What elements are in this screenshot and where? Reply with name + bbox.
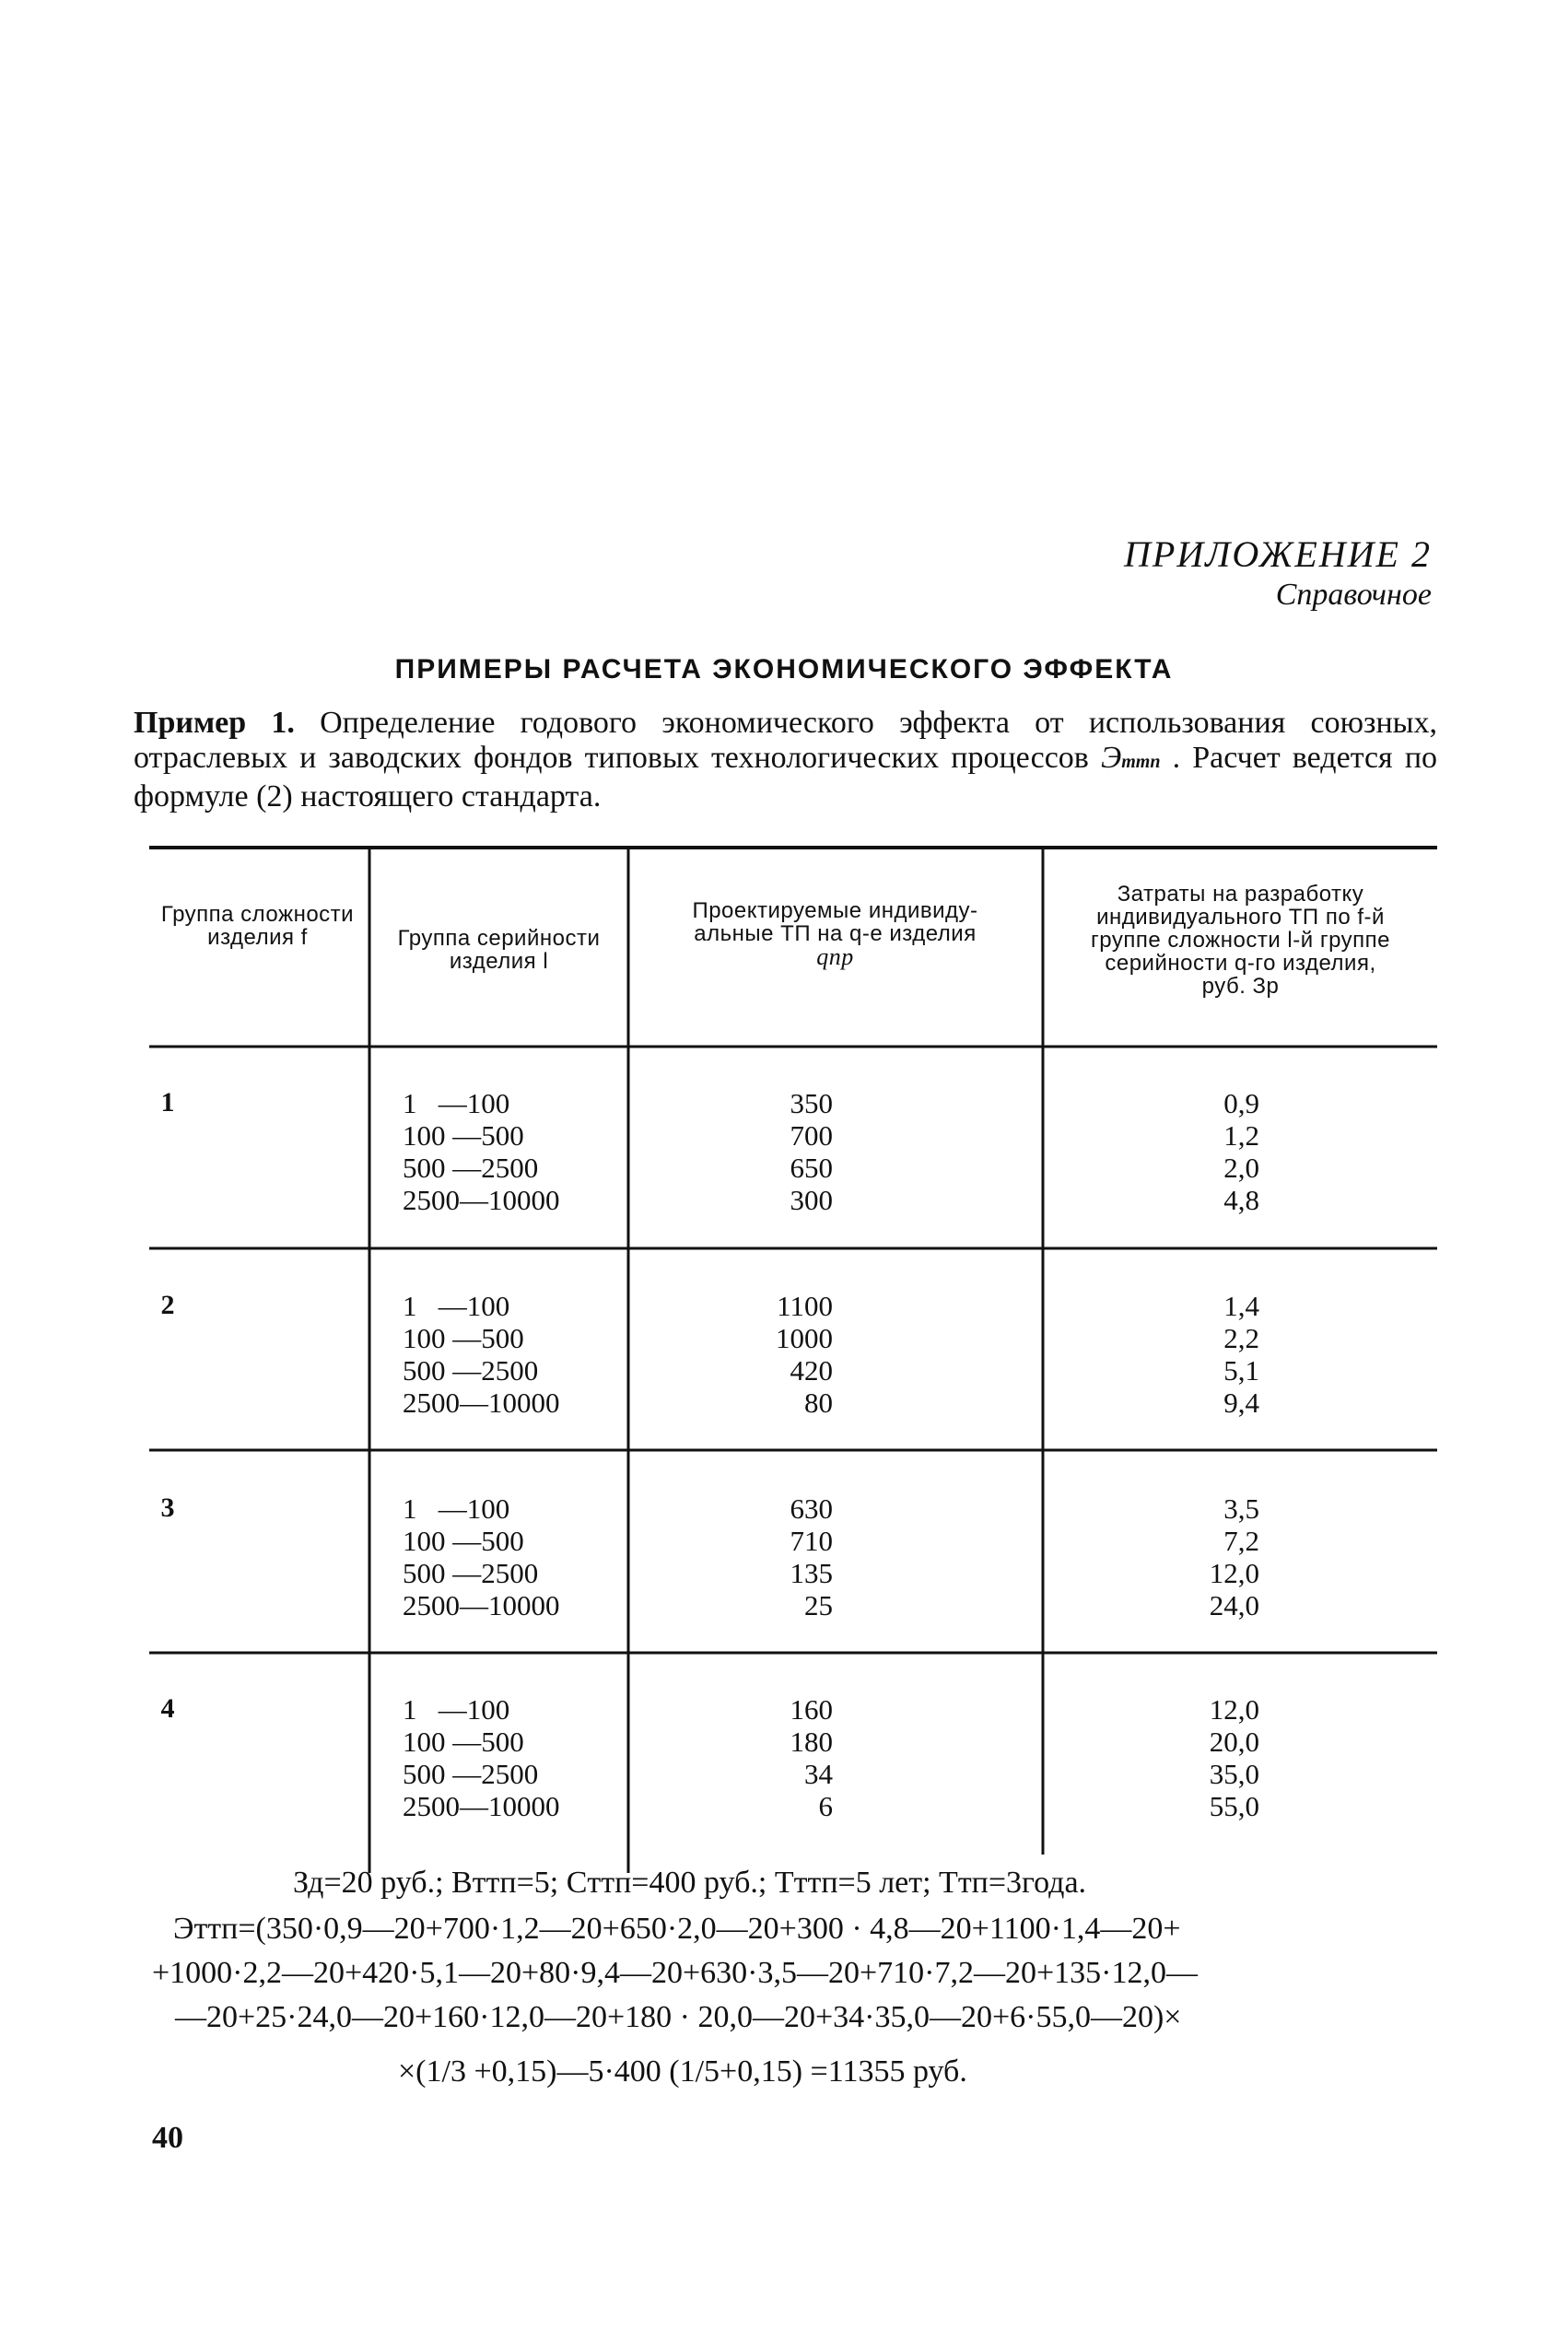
header-costs-line: серийности q-го изделия,: [1105, 951, 1376, 976]
header-designed: [630, 899, 1040, 968]
header-complexity: Группа сложности изделия f: [160, 902, 355, 950]
series-value: 2500—10000: [403, 1184, 560, 1216]
effect-symbol: Э: [1100, 741, 1122, 775]
designed-value: 1100: [777, 1290, 833, 1322]
series-value: 500 —2500: [403, 1354, 539, 1387]
formula-line: +1000·2,2—20+420·5,1—20+80·9,4—20+630·3,5—20+710·7,2—20+135·12,0—: [152, 1956, 1198, 1990]
series-value: 2500—10000: [403, 1790, 560, 1822]
header-designed-line: Проектируемые индивиду-: [692, 898, 978, 923]
series-cell: [403, 1693, 605, 1822]
group-number: 4: [160, 1693, 175, 1724]
cost-value: 2,0: [1223, 1152, 1259, 1184]
effect-symbol-sub: ттп: [1121, 752, 1161, 772]
header-designed-line: альные ТП на q-е изделия: [694, 921, 977, 946]
designed-value: 420: [790, 1354, 833, 1387]
cost-value: 20,0: [1209, 1726, 1259, 1758]
data-table: [149, 846, 1439, 1873]
formula-line: —20+25·24,0—20+160·12,0—20+180 · 20,0—20+34·35,0—20+6·55,0—20)×: [175, 2000, 1182, 2034]
designed-cell: [722, 1693, 833, 1822]
designed-cell: [722, 1087, 833, 1216]
header-costs-line: Затраты на разработку: [1117, 882, 1364, 907]
section-heading: ПРИМЕРЫ РАСЧЕТА ЭКОНОМИЧЕСКОГО ЭФФЕКТА: [394, 654, 1174, 685]
appendix-label: [1124, 533, 1432, 613]
series-value: 500 —2500: [403, 1758, 539, 1790]
designed-value: 25: [804, 1589, 833, 1621]
cost-value: 12,0: [1209, 1557, 1259, 1589]
cost-value: 0,9: [1223, 1087, 1259, 1119]
example-intro: [134, 706, 1437, 814]
example-tail: . Расчет ведется по формуле (2) настоящего стандарта.: [134, 741, 1438, 813]
series-cell: [403, 1492, 605, 1621]
series-cell: [403, 1087, 605, 1216]
header-costs: [1045, 883, 1436, 998]
designed-value: 6: [818, 1790, 833, 1822]
series-value: 100 —500: [403, 1525, 524, 1557]
appendix-title: ПРИЛОЖЕНИЕ 2: [1124, 533, 1432, 575]
designed-value: 300: [790, 1184, 833, 1216]
designed-value: 180: [790, 1726, 833, 1758]
header-costs-line: группе сложности l-й группе: [1091, 928, 1390, 953]
designed-value: 630: [790, 1492, 833, 1525]
example-text: Определение годового экономического эффекта от использования союзных, отраслевых и заводских фондов типовых технологических процессов: [134, 706, 1438, 775]
formula-result: ×(1/3 +0,15)—5·400 (1/5+0,15) =11355 руб.: [398, 2054, 967, 2089]
cost-cell: [1144, 1492, 1259, 1621]
cost-value: 3,5: [1223, 1492, 1259, 1525]
designed-value: 160: [790, 1693, 833, 1726]
header-seriality: Группа серийности изделия l: [397, 926, 601, 974]
header-designed-symbol: qпр: [816, 943, 854, 970]
cost-cell: [1144, 1693, 1259, 1822]
cost-value: 55,0: [1209, 1790, 1259, 1822]
formula-params: Зд=20 руб.; Bттп=5; Cттп=400 руб.; Tттп=5 лет; Tтп=3года.: [293, 1866, 1087, 1900]
designed-value: 1000: [776, 1322, 833, 1354]
cost-cell: [1144, 1087, 1259, 1216]
designed-cell: [722, 1290, 833, 1419]
cost-value: 5,1: [1223, 1354, 1259, 1387]
designed-value: 135: [790, 1557, 833, 1589]
cost-value: 9,4: [1223, 1387, 1259, 1419]
cost-value: 12,0: [1209, 1693, 1259, 1726]
example-lead: Пример 1.: [134, 706, 295, 740]
group-number: 3: [160, 1492, 175, 1523]
series-value: 100 —500: [403, 1119, 524, 1152]
designed-value: 710: [790, 1525, 833, 1557]
series-value: 500 —2500: [403, 1557, 539, 1589]
series-value: 1 —100: [403, 1290, 510, 1322]
series-value: 1 —100: [403, 1693, 510, 1726]
designed-cell: [722, 1492, 833, 1621]
cost-value: 35,0: [1209, 1758, 1259, 1790]
header-costs-symbol: руб. Зр: [1201, 974, 1280, 999]
series-value: 100 —500: [403, 1726, 524, 1758]
cost-cell: [1144, 1290, 1259, 1419]
formula-line: Эттп=(350·0,9—20+700·1,2—20+650·2,0—20+300 · 4,8—20+1100·1,4—20+: [173, 1912, 1181, 1946]
series-cell: [403, 1290, 605, 1419]
series-value: 1 —100: [403, 1492, 510, 1525]
series-value: 500 —2500: [403, 1152, 539, 1184]
designed-value: 350: [790, 1087, 833, 1119]
series-value: 2500—10000: [403, 1387, 560, 1419]
cost-value: 1,2: [1223, 1119, 1259, 1152]
designed-value: 700: [790, 1119, 833, 1152]
series-value: 2500—10000: [403, 1589, 560, 1621]
designed-value: 34: [804, 1758, 833, 1790]
header-costs-line: индивидуального ТП по f-й: [1096, 905, 1385, 930]
cost-value: 2,2: [1223, 1322, 1259, 1354]
designed-value: 650: [790, 1152, 833, 1184]
cost-value: 4,8: [1223, 1184, 1259, 1216]
series-value: 100 —500: [403, 1322, 524, 1354]
appendix-subtitle: Справочное: [1275, 578, 1432, 612]
series-value: 1 —100: [403, 1087, 510, 1119]
group-number: 2: [160, 1290, 175, 1320]
designed-value: 80: [804, 1387, 833, 1419]
page-number: 40: [152, 2121, 183, 2155]
cost-value: 1,4: [1223, 1290, 1259, 1322]
group-number: 1: [160, 1087, 175, 1118]
cost-value: 24,0: [1209, 1589, 1259, 1621]
cost-value: 7,2: [1223, 1525, 1259, 1557]
